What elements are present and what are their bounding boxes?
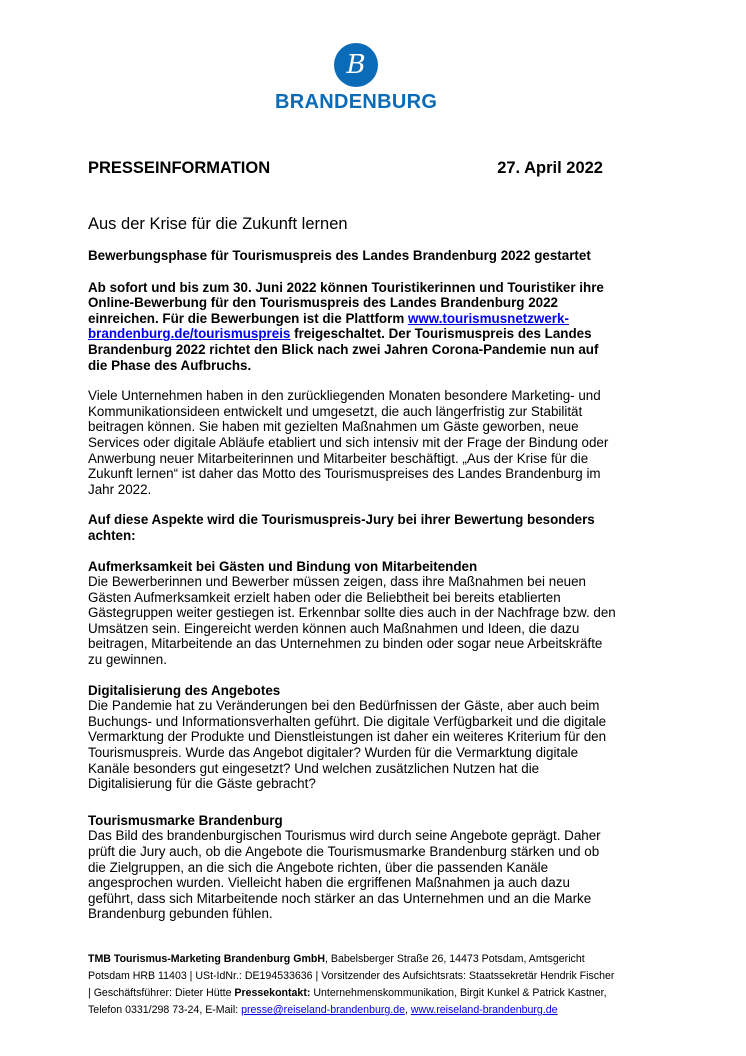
body-paragraph: Viele Unternehmen haben in den zurückliegenden Monaten besondere Marketing- und Kommunikationsideen entwickelt und umgesetzt, die auch längerfristig zur Stabilität beitragen können. Sie haben mit gezielten Maßnahmen um Gäste geworben, neue Services oder digitale Abläufe etabliert und sich intensiv mit der Frage der Bindung oder Anwerbung neuer Mitarbeiterinnen und Mitarbeiter beschäftigt. „Aus der Krise für die Zukunft lernen“ ist daher das Motto des Tourismuspreises des Landes Brandenburg im Jahr 2022. xyxy=(88,388,609,497)
section-text: Das Bild des brandenburgischen Tourismus wird durch seine Angebote geprägt. Daher prüft die Jury auch, ob die Angebote die Tourismusmarke Brandenburg stärken und ob die Zielgruppen, an die sich die Angebote richten, über die passenden Kanäle angesprochen wurden. Vielleicht haben die ergriffenen Maßnahmen ja auch dazu geführt, dass sich Mitarbeitende noch stärker an das Unternehmen und an die Marke Brandenburg gebunden fühlen. xyxy=(88,828,601,922)
footer-separator: , xyxy=(405,1004,411,1016)
section-3 xyxy=(88,813,616,922)
brandenburg-logo xyxy=(275,43,437,114)
article xyxy=(88,217,616,937)
tourismuspreis-link[interactable]: www.tourismusnetzwerk-brandenburg.de/tourismuspreis xyxy=(88,310,569,342)
website-link[interactable]: www.reiseland-brandenburg.de xyxy=(410,1004,558,1016)
section-heading: Digitalisierung des Angebotes xyxy=(88,682,281,698)
section-text: Die Pandemie hat zu Veränderungen bei den Bedürfnissen der Gäste, aber auch beim Buchungs- und Informationsverhalten geführt. Die digitale Verfügbarkeit und die digitale Vermarktung der Produkte und Dienstleistungen ist daher ein weiteres Kriterium für den Tourismuspreis. Wurde das Angebot digitaler? Wurden für die Vermarktung digitale Kanäle besonders gut eingesetzt? Und welchen zusätzlichen Nutzen hat die Digitalisierung für die Gäste gebracht? xyxy=(88,698,607,792)
footer-imprint xyxy=(88,951,618,1019)
lead-text: Ab sofort und bis zum 30. Juni 2022 können Touristikerinnen und Touristiker ihre Online-Bewerbung für den Tourismuspreis des Landes Brandenburg 2022 einreichen. Für die Bewerbungen ist die Plattform xyxy=(88,279,604,326)
logo-wordmark: BRANDENBURG xyxy=(275,91,438,113)
footer-company: TMB Tourismus-Marketing Brandenburg GmbH xyxy=(88,953,325,965)
aspects-intro: Auf diese Aspekte wird die Tourismuspreis-Jury bei ihrer Bewertung besonders achten: xyxy=(88,512,595,543)
section-1 xyxy=(88,559,616,668)
logo-emblem-icon: B xyxy=(334,43,378,87)
footer-contact: Unternehmenskommunikation, Birgit Kunkel & Patrick Kastner, Telefon 0331/298 73-24, E-Mail: xyxy=(88,987,607,1016)
lead-text-2: freigeschaltet. Der Tourismuspreis des Landes Brandenburg 2022 richtet den Blick nach zwei Jahren Corona-Pandemie nun auf die Phase des Aufbruchs. xyxy=(88,326,599,373)
section-2 xyxy=(88,683,616,792)
press-header xyxy=(88,159,603,178)
footer-contact-label: Pressekontakt: xyxy=(234,987,311,999)
lead-paragraph xyxy=(88,280,616,374)
article-subtitle: Bewerbungsphase für Tourismuspreis des Landes Brandenburg 2022 gestartet xyxy=(88,247,591,263)
section-heading: Tourismusmarke Brandenburg xyxy=(88,812,283,828)
email-link[interactable]: presse@reiseland-brandenburg.de xyxy=(241,1004,406,1016)
footer-address: , Babelsberger Straße 26, 14473 Potsdam, Amtsgericht Potsdam HRB 11403 | USt-IdNr.: DE194533636 | Vorsitzender des Aufsichtsrats: Staatssekretär Hendrik Fischer | Geschäftsführer: Dieter Hütte xyxy=(88,953,615,999)
article-title: Aus der Krise für die Zukunft lernen xyxy=(88,215,348,233)
section-text: Die Bewerberinnen und Bewerber müssen zeigen, dass ihre Maßnahmen bei neuen Gästen Aufmerksamkeit erzielt haben oder die Beliebtheit bei bereits etablierten Gästegruppen weiter gestiegen ist. Erkennbar sollte dies auch in der Nachfrage bzw. den Umsätzen sein. Eingereicht werden können auch Maßnahmen und Ideen, die dazu beitragen, Mitarbeitende an das Unternehmen zu binden oder sogar neue Arbeitskräfte zu gewinnen. xyxy=(88,574,616,668)
press-label: PRESSEINFORMATION xyxy=(88,159,271,177)
section-heading: Aufmerksamkeit bei Gästen und Bindung von Mitarbeitenden xyxy=(88,558,478,574)
press-date: 27. April 2022 xyxy=(497,159,603,177)
